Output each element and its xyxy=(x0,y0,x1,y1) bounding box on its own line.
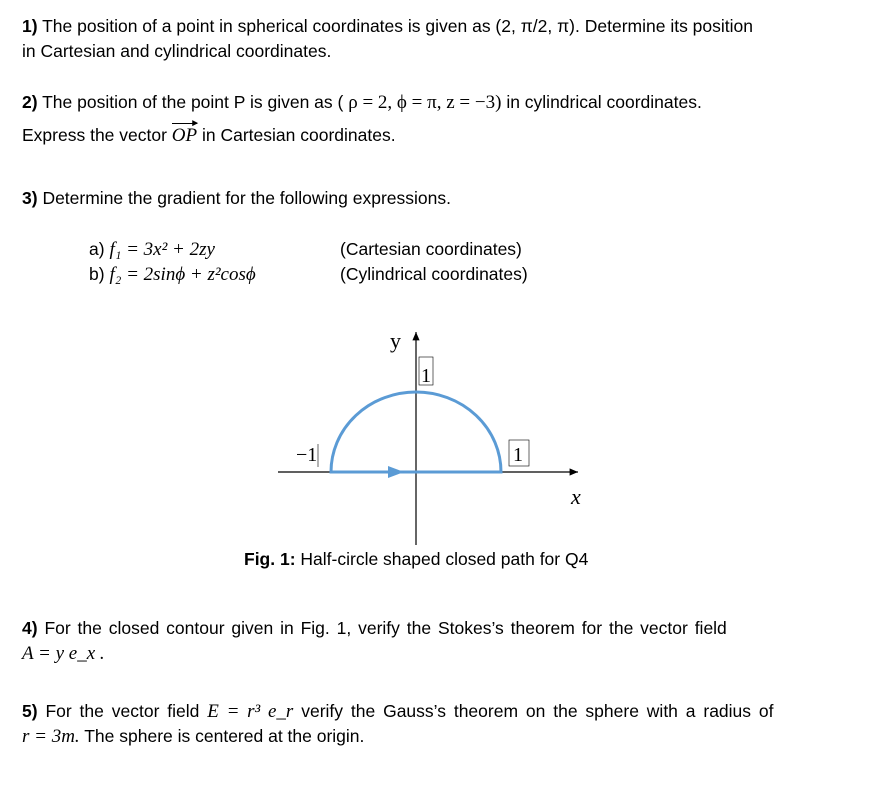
question-5-line2 xyxy=(22,726,364,748)
question-3-text: Determine the gradient for the following expressions. xyxy=(42,188,451,208)
question-3b-system: (Cylindrical coordinates) xyxy=(340,264,528,284)
question-3b-label: b) xyxy=(89,264,105,284)
question-4 xyxy=(22,618,830,639)
question-4-number: 4) xyxy=(22,618,38,638)
question-4-line1: For the closed contour given in Fig. 1, verify the Stokes’s theorem for the vector field xyxy=(44,618,727,638)
path-direction-arrow xyxy=(388,466,404,478)
figure-caption-text: Half-circle shaped closed path for Q4 xyxy=(300,549,589,569)
question-2-line1-post: in cylindrical coordinates. xyxy=(506,92,702,112)
question-4-line2: A = y e_x . xyxy=(22,643,105,664)
question-5-radius: r = 3m. xyxy=(22,726,80,747)
question-5-line1-post: verify the Gauss’s theorem on the sphere with a radius of xyxy=(301,701,774,721)
question-5-number: 5) xyxy=(22,701,38,721)
tick-top-label: 1 xyxy=(421,365,431,387)
question-5-line1-pre: For the vector field xyxy=(45,701,200,721)
y-axis-label: y xyxy=(390,328,401,353)
tick-left-label: −1 xyxy=(296,444,318,466)
question-2-line2-pre: Express the vector xyxy=(22,125,167,145)
question-5-line2-post: The sphere is centered at the origin. xyxy=(84,726,365,746)
vector-op: ► OP xyxy=(171,118,201,146)
tick-right-label: 1 xyxy=(513,444,523,466)
question-1-number: 1) xyxy=(22,16,38,36)
question-3a-system: (Cartesian coordinates) xyxy=(340,239,522,259)
question-2-line2-post: in Cartesian coordinates. xyxy=(202,125,396,145)
question-5 xyxy=(22,701,830,723)
question-2-coords: ρ = 2, ϕ = π, z = −3) xyxy=(348,92,502,113)
figure-caption xyxy=(244,549,588,570)
question-3b-expr: f₂ = 2sinϕ + z²cosϕ xyxy=(109,264,256,285)
x-axis-label: x xyxy=(571,484,581,509)
question-2-line1-pre: The position of the point P is given as ( xyxy=(42,92,344,112)
question-3a-label: a) xyxy=(89,239,105,259)
vector-arrowhead-icon: ► xyxy=(190,118,201,129)
question-3a-expr: f₁ = 3x² + 2zy xyxy=(109,239,215,260)
question-1-line1: The position of a point in spherical coordinates is given as (2, π/2, π). Determine its position xyxy=(42,16,753,36)
question-5-field: E = r³ e_r xyxy=(207,701,294,722)
question-1-line2: in Cartesian and cylindrical coordinates. xyxy=(22,41,332,61)
figure-caption-bold: Fig. 1: xyxy=(244,549,296,569)
question-2-number: 2) xyxy=(22,92,38,112)
question-3-number: 3) xyxy=(22,188,38,208)
